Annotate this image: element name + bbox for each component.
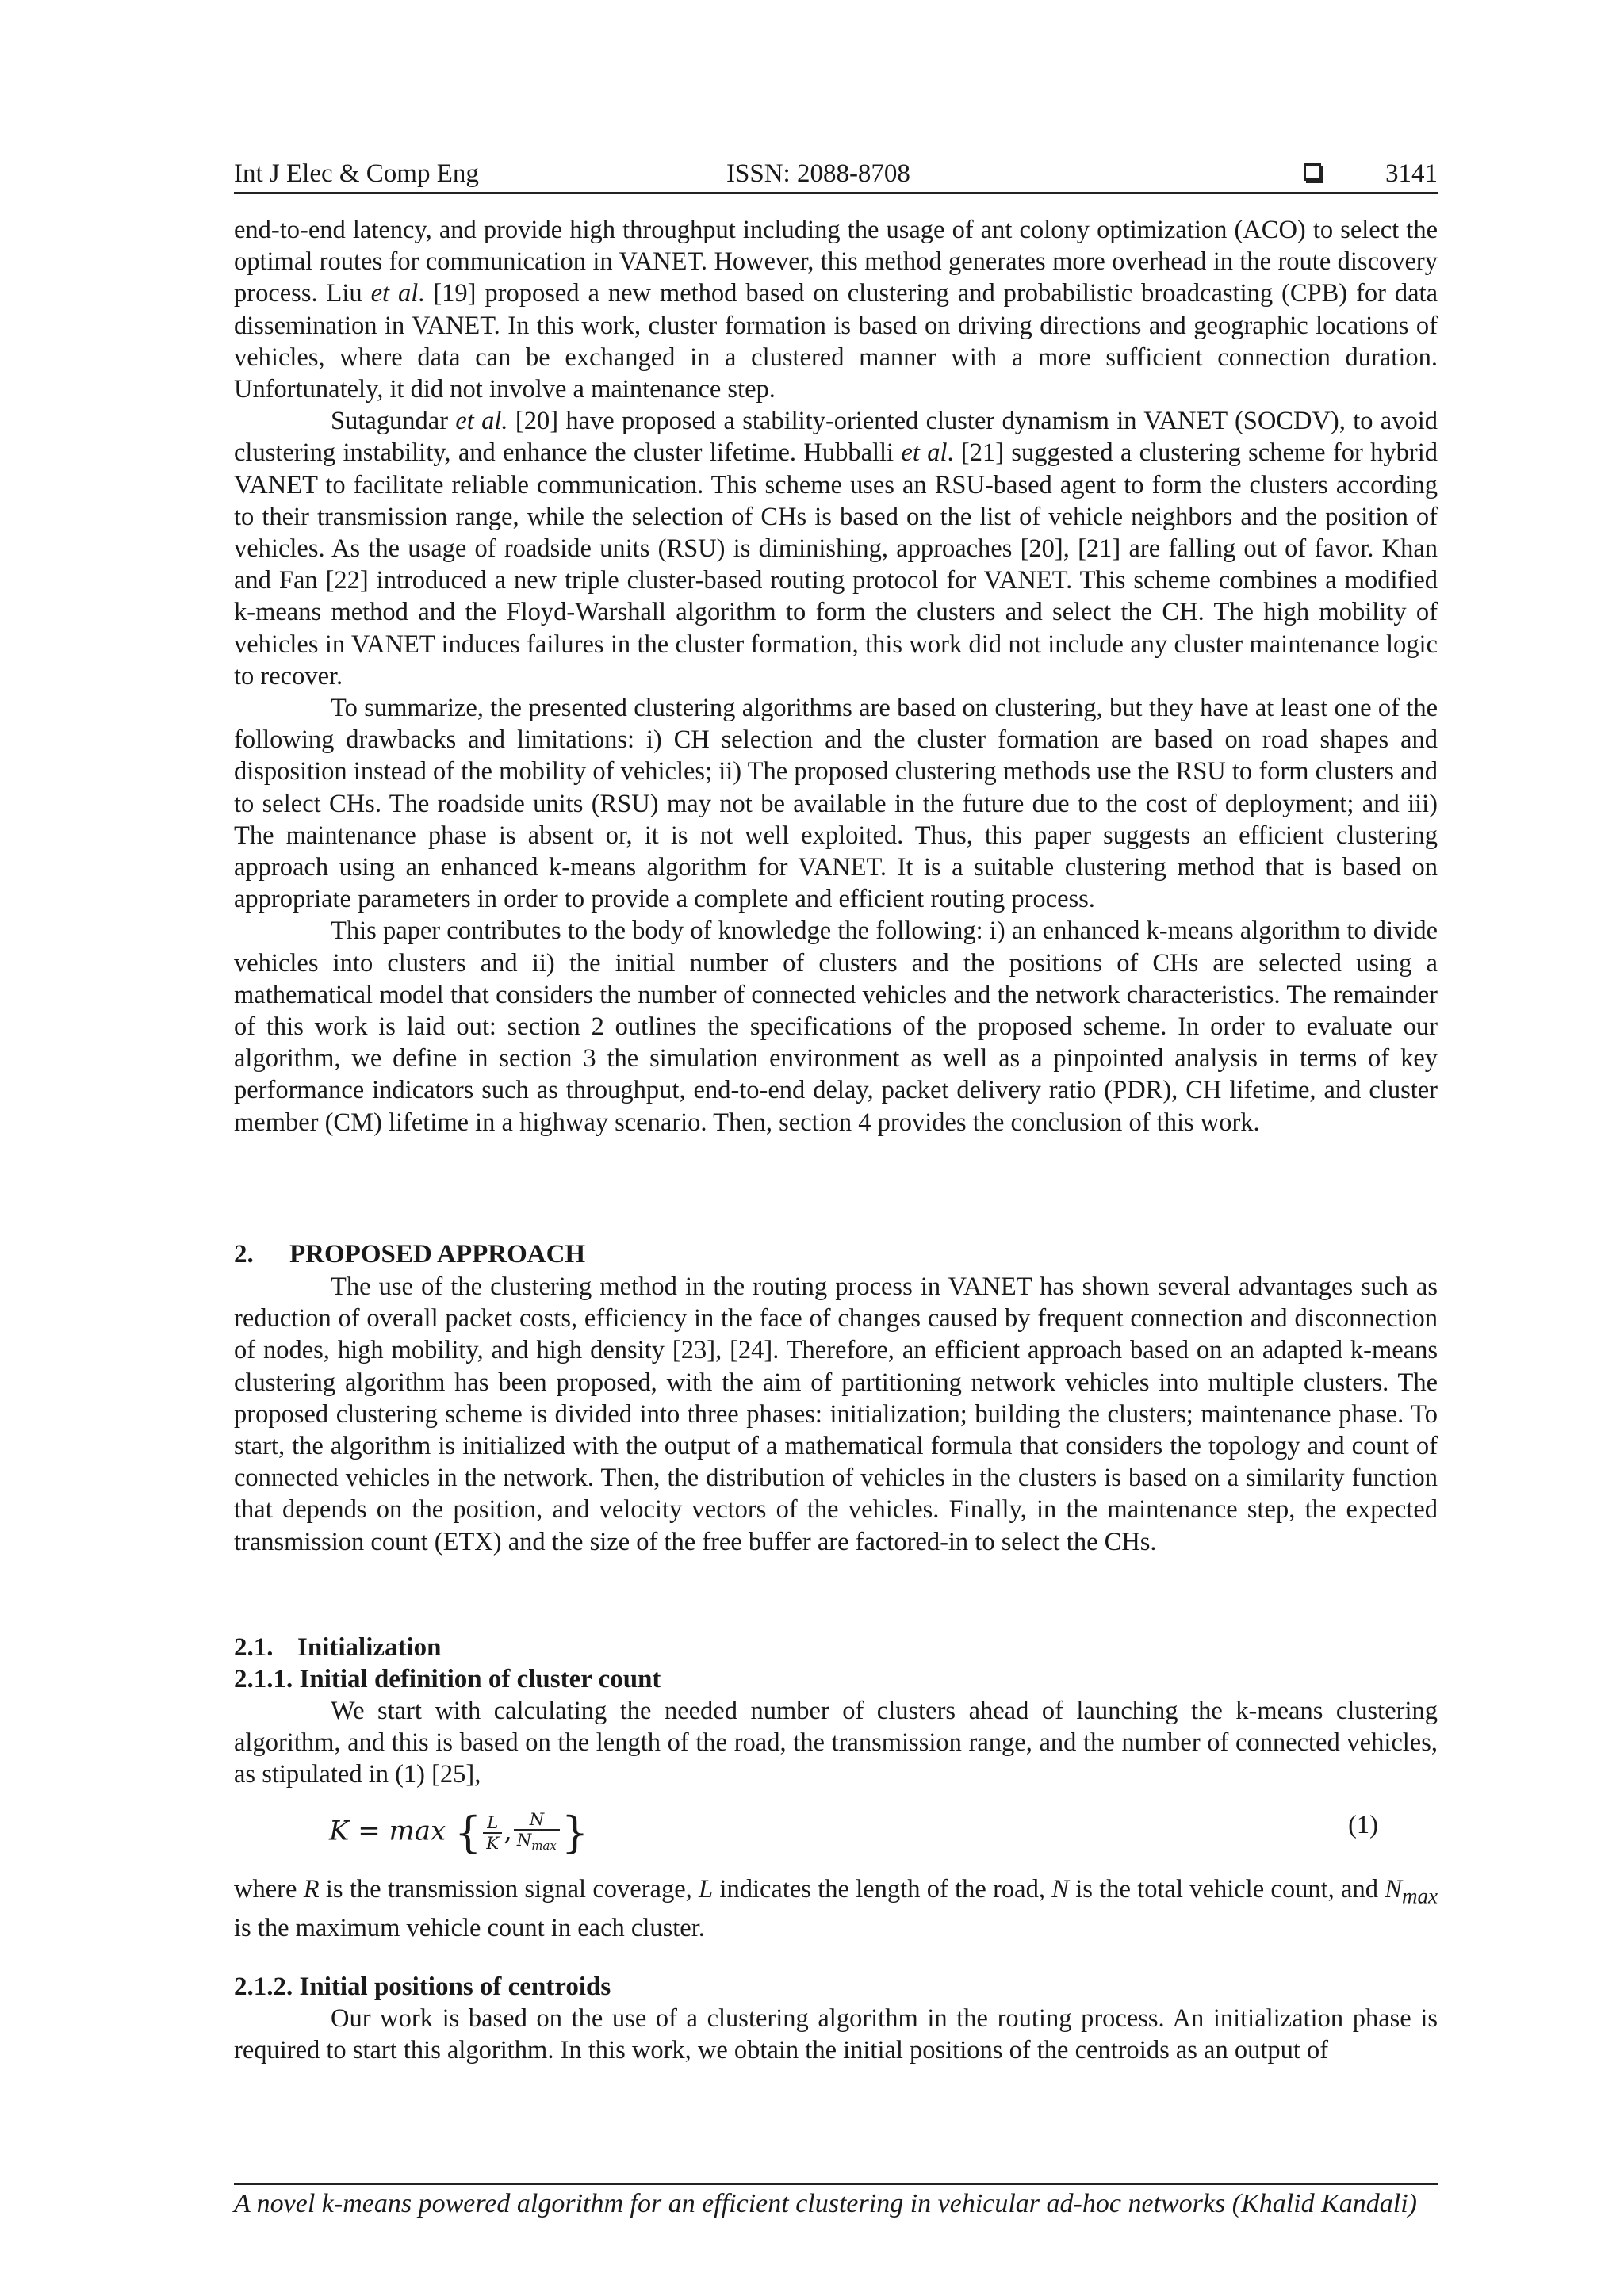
section-text	[234, 1271, 1438, 1558]
section-heading: 2. PROPOSED APPROACH	[234, 1240, 586, 1269]
paragraph: We start with calculating the needed number of clusters ahead of launching the k-means clustering algorithm, and this is based on the length of the road, the transmission range, and the number of connected vehicles, as stipulated in (1) [25],	[234, 1697, 1438, 1789]
intro-text	[234, 214, 1438, 1138]
paragraph: The use of the clustering method in the routing process in VANET has shown several advantages such as reduction of overall packet costs, efficiency in the face of changes caused by frequent connection and disconnection of nodes, high mobility, and high density [23], [24]. Therefore, an efficient approach based on an adapted k-means clustering algorithm has been proposed, with the aim of partitioning network vehicles into multiple clusters. The proposed clustering scheme is divided into three phases: initialization; building the clusters; maintenance phase. To start, the algorithm is initialized with the output of a mathematical formula that considers the topology and count of connected vehicles in the network. Then, the distribution of vehicles in the clusters is based on a similarity function that depends on the position, and velocity vectors of the vehicles. Finally, in the maintenance step, the expected transmission count (ETX) and the size of the free buffer are factored-in to select the CHs.	[234, 1272, 1438, 1556]
journal-name: Int J Elec & Comp Eng	[234, 159, 479, 188]
footer-rule	[234, 2183, 1438, 2185]
running-header	[234, 155, 1438, 194]
paragraph: This paper contributes to the body of knowledge the following: i) an enhanced k-means algorithm to divide vehicles into clusters and ii) the initial number of clusters and the positions of CHs are selected using a mathematical model that considers the number of connected vehicles and the network characteristics. The remainder of this work is laid out: section 2 outlines the specifications of the proposed scheme. In order to evaluate our algorithm, we define in section 3 the simulation environment as well as a pinpointed analysis in terms of key performance indicators such as throughput, end-to-end delay, packet delivery ratio (PDR), CH lifetime, and cluster member (CM) lifetime in a highway scenario. Then, section 4 provides the conclusion of this work.	[234, 916, 1438, 1137]
page-number: 3141	[1385, 159, 1438, 188]
equation-1	[329, 1800, 1439, 1858]
issn: ISSN: 2088-8708	[726, 159, 910, 188]
section-text	[234, 1873, 1438, 1944]
subsubsection-heading: 2.1.1. Initial definition of cluster count	[234, 1665, 661, 1693]
subsection-heading: 2.1. Initialization	[234, 1633, 442, 1662]
paragraph: where R is the transmission signal coverage, L indicates the length of the road, N is the total vehicle count, and $N_{max}$ is the maximum vehicle count in each cluster.	[234, 1875, 1438, 1942]
subsubsection-heading: 2.1.2. Initial positions of centroids	[234, 1973, 611, 2001]
fraction: $\frac{N}{N_{max}}$	[514, 1810, 560, 1855]
paragraph: Sutagundar et al. [20] have proposed a stability-oriented cluster dynamism in VANET (SOCDV), to avoid clustering instability, and enhance the cluster lifetime. Hubballi et al. [21] suggested a clustering scheme for hybrid VANET to facilitate reliable communication. This scheme uses an RSU-based agent to form the clusters according to their transmission range, while the selection of CHs is based on the list of vehicle neighbors and the position of vehicles. As the usage of roadside units (RSU) is diminishing, approaches [20], [21] are falling out of favor. Khan and Fan [22] introduced a new triple cluster-based routing protocol for VANET. This scheme combines a modified k-means method and the Floyd-Warshall algorithm to form the clusters and select the CH. The high mobility of vehicles in VANET induces failures in the cluster formation, this work did not include any cluster maintenance logic to recover.	[234, 407, 1438, 691]
section-text	[234, 1695, 1438, 1791]
section-text	[234, 2003, 1438, 2066]
fraction: $\frac{L}{K}$	[483, 1813, 502, 1853]
equation-expression: K = max { $\frac{L}{K}$ , $\frac{N}{N_{max}}$ }	[329, 1808, 589, 1858]
paragraph: end-to-end latency, and provide high throughput including the usage of ant colony optimization (ACO) to select the optimal routes for communication in VANET. However, this method generates more overhead in the route discovery process. Liu et al. [19] proposed a new method based on clustering and probabilistic broadcasting (CPB) for data dissemination in VANET. In this work, cluster formation is based on driving directions and geographic locations of vehicles, where data can be exchanged in a clustered manner with a more sufficient connection duration. Unfortunately, it did not involve a maintenance step.	[234, 216, 1438, 404]
checkbox-square-icon	[1304, 163, 1321, 181]
equation-number: (1)	[1348, 1811, 1378, 1839]
running-footer: A novel k-means powered algorithm for an efficient clustering in vehicular ad-hoc networks (Khalid Kandali)	[234, 2189, 1417, 2218]
paragraph: Our work is based on the use of a clustering algorithm in the routing process. An initialization phase is required to start this algorithm. In this work, we obtain the initial positions of the centroids as an output of	[234, 2004, 1438, 2065]
paragraph: To summarize, the presented clustering algorithms are based on clustering, but they have at least one of the following drawbacks and limitations: i) CH selection and the cluster formation are based on road shapes and disposition instead of the mobility of vehicles; ii) The proposed clustering methods use the RSU to form clusters and to select CHs. The roadside units (RSU) may not be available in the future due to the cost of deployment; and iii) The maintenance phase is absent or, it is not well exploited. Thus, this paper suggests an efficient clustering approach using an enhanced k-means algorithm for VANET. It is a suitable clustering method that is based on appropriate parameters in order to provide a complete and efficient routing process.	[234, 694, 1438, 914]
